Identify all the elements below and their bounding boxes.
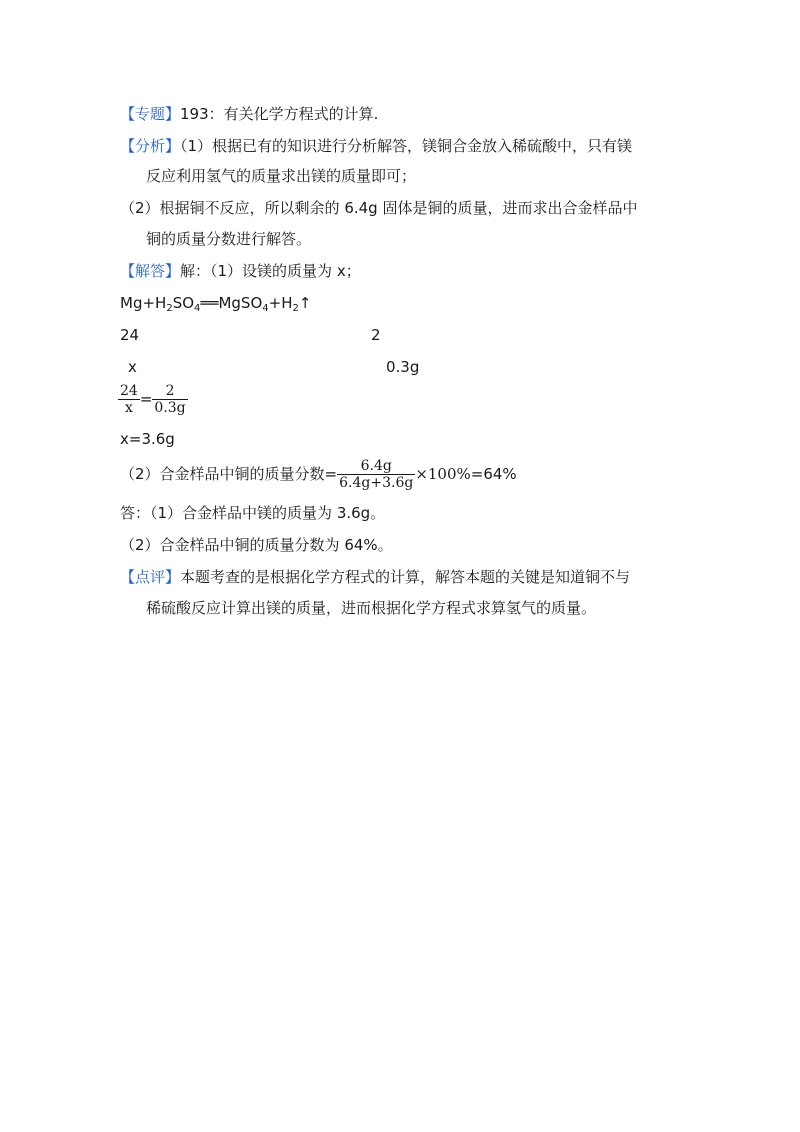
part2-num: 6.4g	[337, 458, 415, 475]
analysis-tag: 【分析】	[120, 137, 181, 155]
analysis-line-4: 铜的质量分数进行解答。	[146, 230, 312, 248]
eq-h: H	[155, 294, 167, 312]
eq-so: SO	[172, 294, 195, 312]
ratio-equals: =	[139, 390, 153, 408]
analysis-line-1	[120, 136, 632, 156]
eq-arrow: ══	[200, 294, 219, 312]
comment-line-1	[120, 567, 630, 587]
eq-mgso-sub: 4	[262, 303, 269, 314]
analysis-line-2: 反应利用氢气的质量求出镁的质量即可；	[146, 167, 417, 185]
eq-plus-2: +	[268, 294, 282, 312]
analysis-text-1: （1）根据已有的知识进行分析解答，镁铜合金放入稀硫酸中，只有镁	[180, 137, 633, 155]
solution-tag: 【解答】	[120, 262, 181, 280]
part2-mult: ×100%	[415, 465, 471, 483]
comment-text-1: 本题考查的是根据化学方程式的计算，解答本题的关键是知道铜不与	[180, 568, 631, 586]
comment-tag: 【点评】	[120, 568, 181, 586]
eq-h2-sub: 2	[292, 303, 299, 314]
eq-h-sub: 2	[166, 303, 173, 314]
solution-intro: 解：（1）设镁的质量为 x；	[180, 262, 361, 280]
answer-line-1: 答：（1）合金样品中镁的质量为 3.6g。	[120, 504, 386, 522]
eq-gas-arrow: ↑	[298, 294, 312, 312]
topic-text: 193：有关化学方程式的计算.	[180, 105, 379, 123]
eq-h2: H	[281, 294, 293, 312]
ratio-num-right: 2	[152, 383, 187, 400]
unknown-left: x	[128, 358, 137, 376]
part2-line	[120, 456, 517, 492]
result-line: x=3.6g	[120, 430, 175, 448]
part2-prefix: （2）合金样品中铜的质量分数=	[120, 465, 338, 483]
part2-result: =64%	[470, 465, 517, 483]
solution-line-intro	[120, 261, 361, 281]
mass-left: 24	[120, 326, 140, 344]
answer-line-2: （2）合金样品中铜的质量分数为 64%。	[120, 536, 393, 554]
mass-right: 2	[371, 326, 381, 344]
ratio-equation	[118, 382, 188, 416]
ratio-den-right: 0.3g	[154, 400, 186, 416]
topic-line	[120, 104, 378, 124]
ratio-num-left: 24	[120, 383, 138, 399]
eq-mgso: MgSO	[218, 294, 263, 312]
eq-so-sub: 4	[194, 303, 201, 314]
ratio-fraction-right	[152, 383, 187, 416]
part2-den: 6.4g+3.6g	[339, 475, 414, 491]
eq-mg: Mg	[120, 294, 143, 312]
comment-line-2: 稀硫酸反应计算出镁的质量，进而根据化学方程式求算氢气的质量。	[146, 599, 597, 617]
eq-plus-1: +	[142, 294, 156, 312]
ratio-den-left: x	[124, 400, 133, 416]
topic-tag: 【专题】	[120, 105, 181, 123]
part2-fraction	[337, 458, 415, 491]
chemical-equation	[120, 293, 311, 319]
ratio-fraction-left	[118, 383, 140, 416]
analysis-line-3: （2）根据铜不反应，所以剩余的 6.4g 固体是铜的质量，进而求出合金样品中	[120, 199, 638, 217]
unknown-right: 0.3g	[386, 358, 420, 376]
